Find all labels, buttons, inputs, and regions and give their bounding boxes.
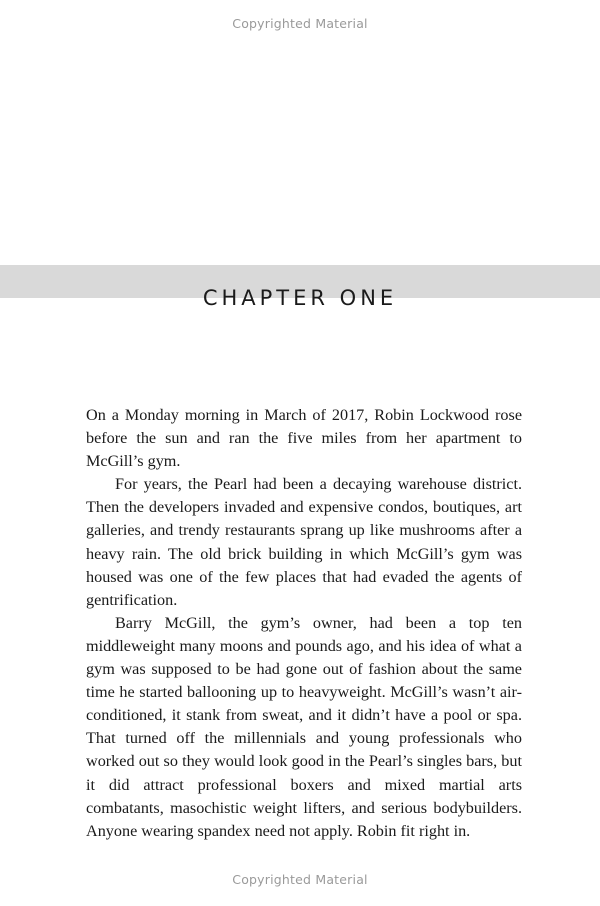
copyright-watermark-bottom: Copyrighted Material bbox=[232, 872, 368, 887]
paragraph-1: On a Monday morning in March of 2017, Robin Lockwood rose before the sun and ran the five miles from her apartment to McGill’s gym. bbox=[86, 406, 522, 471]
chapter-title: CHAPTER ONE bbox=[202, 286, 398, 310]
chapter-body bbox=[86, 404, 522, 843]
paragraph-2: For years, the Pearl had been a decaying warehouse district. Then the developers invaded and expensive condos, boutiques, art galleries, and trendy restaurants sprang up like mushrooms after a heavy rain. The old brick building in which McGill’s gym was housed was one of the few places that had evaded the agents of gentrification. bbox=[86, 475, 522, 609]
copyright-watermark-top: Copyrighted Material bbox=[232, 16, 368, 31]
paragraph-3: Barry McGill, the gym’s owner, had been a top ten middleweight many moons and pounds ago, and his idea of what a gym was supposed to be had gone out of fashion about the same time he started ballooning up to heavyweight. McGill’s wasn’t air-conditioned, it stank from sweat, and it didn’t have a pool or spa. That turned off the millennials and young professionals who worked out so they would look good in the Pearl’s singles bars, but it did attract professional boxers and mixed martial arts combatants, masochistic weight lifters, and serious bodybuilders. Anyone wearing spandex need not apply. Robin fit right in. bbox=[86, 613, 522, 840]
